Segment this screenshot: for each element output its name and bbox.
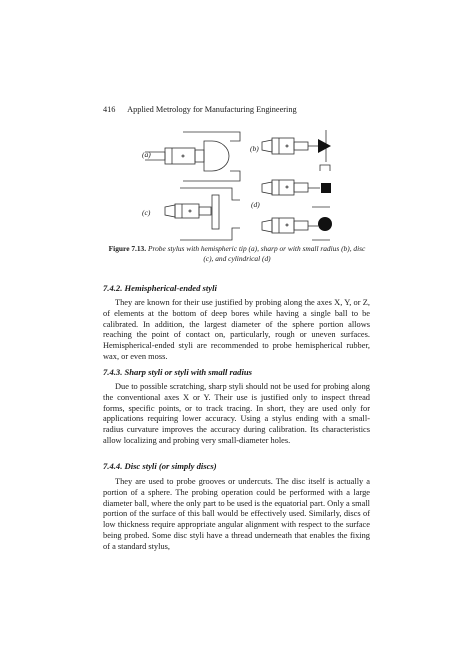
section-paragraph: They are known for their use justified by probing along the axes X, Y, or Z, of elements at the bottom of deep bores while having a single ball to be calibrated. In addition, the largest diameter of the sphere portion allows reaching the point of contact on, particularly, rough or uneven surfaces. Hemispherical-ended styli are recommended to probe hemispherical rubber, wax, or even moss. (103, 298, 370, 361)
section-paragraph: They are used to probe grooves or undercuts. The disc itself is actually a portion of a sphere. The probing operation could be performed with a large diameter ball, where the only part to be used is the equatorial part. Only a small portion of the surface of this ball would be effectively used. Similarly, discs of low thickness require appropriate angular alignment with respect to the surface being probed. Some disc styli have a thread underneath that enables the fixing of a standard stylus, (103, 477, 370, 551)
stylus-b-sharp (262, 130, 326, 162)
figure-label-a: (a) (142, 150, 151, 159)
sharp-tip-marker (318, 139, 331, 153)
section-heading: 7.4.4. Disc styli (or simply discs) (103, 461, 217, 471)
figure-label-b: (b) (250, 144, 259, 153)
page-number: 416 (103, 105, 116, 114)
caption-lead: Figure 7.13. (108, 244, 147, 253)
section-heading: 7.4.2. Hemispherical-ended styli (103, 283, 217, 293)
probe-styli-illustration (0, 0, 474, 270)
stylus-d-cylindrical (262, 165, 330, 240)
figure-7-13 (0, 0, 474, 270)
caption-text: Probe stylus with hemispheric tip (a), sharp or with small radius (b), disc (c), and cylindrical (d) (147, 244, 366, 263)
stylus-a-hemispheric (145, 132, 240, 181)
ball-tip-marker (318, 217, 332, 231)
section-heading: 7.4.3. Sharp styli or styli with small radius (103, 367, 252, 377)
cylinder-tip-marker (321, 183, 331, 193)
section-paragraph: Due to possible scratching, sharp styli should not be used for probing along the conventional axes X or Y. Their use is justified only to inspect thread forms, specific points, or to track tracing. In short, they are used only for applications requiring lower accuracy. Using a stylus ending with a small-radius curvature improves the accuracy during calibration. Its characteristics allow localizing and probing very small-diameter holes. (103, 382, 370, 445)
running-title: Applied Metrology for Manufacturing Engineering (127, 105, 297, 114)
figure-label-d: (d) (251, 200, 260, 209)
stylus-c-disc (165, 188, 240, 240)
figure-caption (103, 244, 371, 263)
figure-label-c: (c) (142, 208, 151, 217)
